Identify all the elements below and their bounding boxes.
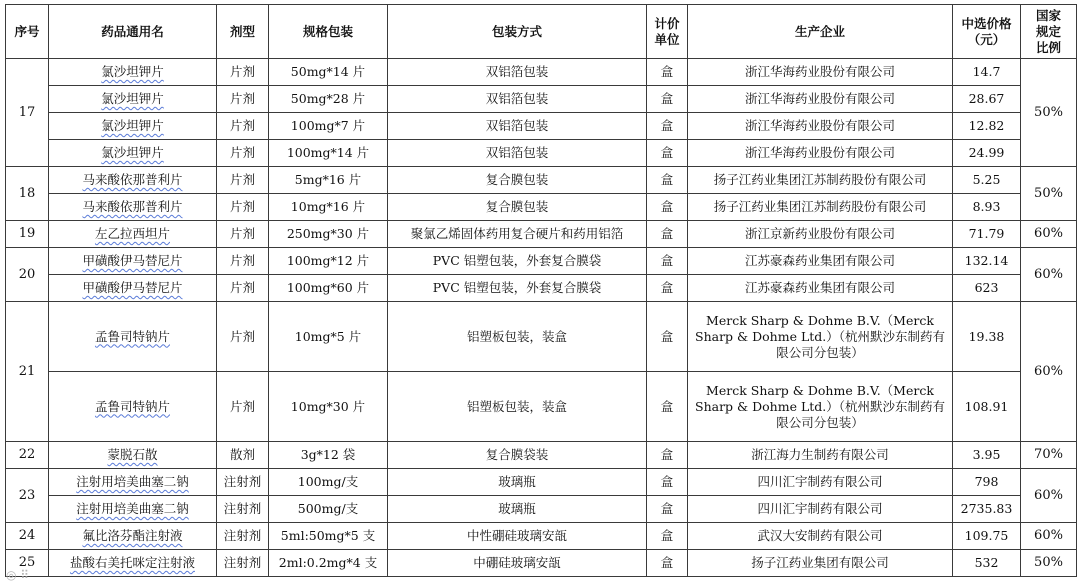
packaging-cell: 复合膜袋装 bbox=[388, 442, 647, 469]
unit-cell: 盒 bbox=[647, 275, 688, 302]
ratio-cell: 60% bbox=[1021, 221, 1077, 248]
spec-cell: 100mg*12 片 bbox=[269, 248, 388, 275]
drug-name-cell: 氯沙坦钾片 bbox=[49, 140, 217, 167]
company-cell: 浙江华海药业股份有限公司 bbox=[688, 59, 953, 86]
spec-cell: 2ml:0.2mg*4 支 bbox=[269, 550, 388, 577]
company-cell: 扬子江药业集团有限公司 bbox=[688, 550, 953, 577]
dosage-form-cell: 片剂 bbox=[217, 194, 269, 221]
unit-cell: 盒 bbox=[647, 550, 688, 577]
spec-cell: 100mg/支 bbox=[269, 469, 388, 496]
ratio-cell: 50% bbox=[1021, 550, 1077, 577]
header-price-line2: （元） bbox=[967, 31, 1006, 47]
packaging-cell: 双铝箔包装 bbox=[388, 59, 647, 86]
table-row bbox=[6, 113, 1077, 140]
packaging-cell: 复合膜包装 bbox=[388, 167, 647, 194]
company-cell: 浙江海力生制药有限公司 bbox=[688, 442, 953, 469]
packaging-cell: 玻璃瓶 bbox=[388, 469, 647, 496]
price-cell: 109.75 bbox=[953, 523, 1021, 550]
seq-cell: 22 bbox=[6, 442, 49, 469]
seq-cell: 25 bbox=[6, 550, 49, 577]
table-row bbox=[6, 372, 1077, 442]
unit-cell: 盒 bbox=[647, 140, 688, 167]
dosage-form-cell: 注射剂 bbox=[217, 523, 269, 550]
dosage-form-cell: 片剂 bbox=[217, 275, 269, 302]
header-packaging: 包装方式 bbox=[388, 5, 647, 59]
packaging-cell: 铝塑板包装，装盒 bbox=[388, 372, 647, 442]
dosage-form-cell: 片剂 bbox=[217, 221, 269, 248]
unit-cell: 盒 bbox=[647, 59, 688, 86]
spec-cell: 10mg*5 片 bbox=[269, 302, 388, 372]
dosage-form-cell: 片剂 bbox=[217, 59, 269, 86]
unit-cell: 盒 bbox=[647, 469, 688, 496]
dosage-form-cell: 片剂 bbox=[217, 86, 269, 113]
header-ratio-line1: 国家 bbox=[1035, 7, 1061, 23]
table-row bbox=[6, 275, 1077, 302]
unit-cell: 盒 bbox=[647, 113, 688, 140]
packaging-cell: 双铝箔包装 bbox=[388, 140, 647, 167]
dosage-form-cell: 片剂 bbox=[217, 248, 269, 275]
packaging-cell: PVC 铝塑包装，外套复合膜袋 bbox=[388, 275, 647, 302]
packaging-cell: 玻璃瓶 bbox=[388, 496, 647, 523]
price-cell: 12.82 bbox=[953, 113, 1021, 140]
spec-cell: 100mg*60 片 bbox=[269, 275, 388, 302]
spec-cell: 100mg*14 片 bbox=[269, 140, 388, 167]
drug-name-cell: 蒙脱石散 bbox=[49, 442, 217, 469]
table-row bbox=[6, 221, 1077, 248]
company-cell: 武汉大安制药有限公司 bbox=[688, 523, 953, 550]
drug-name-cell: 马来酸依那普利片 bbox=[49, 194, 217, 221]
dosage-form-cell: 片剂 bbox=[217, 167, 269, 194]
price-cell: 5.25 bbox=[953, 167, 1021, 194]
drug-name-cell: 氯沙坦钾片 bbox=[49, 86, 217, 113]
ratio-cell: 60% bbox=[1021, 248, 1077, 302]
spec-cell: 250mg*30 片 bbox=[269, 221, 388, 248]
header-unit bbox=[647, 5, 688, 59]
ratio-cell: 60% bbox=[1021, 469, 1077, 523]
table-body bbox=[6, 59, 1077, 577]
unit-cell: 盒 bbox=[647, 86, 688, 113]
unit-cell: 盒 bbox=[647, 221, 688, 248]
drug-name-cell: 注射用培美曲塞二钠 bbox=[49, 496, 217, 523]
packaging-cell: 中性硼硅玻璃安瓿 bbox=[388, 523, 647, 550]
header-unit-line1: 计价 bbox=[654, 15, 680, 31]
spec-cell: 50mg*14 片 bbox=[269, 59, 388, 86]
drug-price-table bbox=[5, 4, 1077, 577]
dosage-form-cell: 散剂 bbox=[217, 442, 269, 469]
price-cell: 8.93 bbox=[953, 194, 1021, 221]
table-row bbox=[6, 140, 1077, 167]
price-cell: 24.99 bbox=[953, 140, 1021, 167]
ratio-cell: 70% bbox=[1021, 442, 1077, 469]
packaging-cell: 双铝箔包装 bbox=[388, 113, 647, 140]
seq-cell: 20 bbox=[6, 248, 49, 302]
seq-cell: 24 bbox=[6, 523, 49, 550]
packaging-cell: PVC 铝塑包装，外套复合膜袋 bbox=[388, 248, 647, 275]
price-cell: 19.38 bbox=[953, 302, 1021, 372]
drug-name-cell: 甲磺酸伊马替尼片 bbox=[49, 275, 217, 302]
header-row bbox=[6, 5, 1077, 59]
price-cell: 28.67 bbox=[953, 86, 1021, 113]
price-cell: 132.14 bbox=[953, 248, 1021, 275]
drug-name-cell: 盐酸右美托咪定注射液 bbox=[49, 550, 217, 577]
table-row bbox=[6, 194, 1077, 221]
header-ratio-line2: 规定 bbox=[1035, 23, 1061, 39]
company-cell: 浙江京新药业股份有限公司 bbox=[688, 221, 953, 248]
unit-cell: 盒 bbox=[647, 496, 688, 523]
company-cell: 浙江华海药业股份有限公司 bbox=[688, 140, 953, 167]
spec-cell: 500mg/支 bbox=[269, 496, 388, 523]
price-cell: 3.95 bbox=[953, 442, 1021, 469]
table-row bbox=[6, 59, 1077, 86]
drug-name-cell: 注射用培美曲塞二钠 bbox=[49, 469, 217, 496]
header-price-line1: 中选价格 bbox=[961, 15, 1012, 31]
drug-name-cell: 氯沙坦钾片 bbox=[49, 113, 217, 140]
company-cell: 江苏豪森药业集团有限公司 bbox=[688, 248, 953, 275]
seq-cell: 17 bbox=[6, 59, 49, 167]
header-unit-line2: 单位 bbox=[654, 31, 680, 47]
company-cell: Merck Sharp & Dohme B.V.（Merck Sharp & Dohme Ltd.）（杭州默沙东制药有限公司分包装） bbox=[688, 302, 953, 372]
price-cell: 623 bbox=[953, 275, 1021, 302]
unit-cell: 盒 bbox=[647, 248, 688, 275]
price-cell: 2735.83 bbox=[953, 496, 1021, 523]
company-cell: 四川汇宇制药有限公司 bbox=[688, 496, 953, 523]
header-drug-name: 药品通用名 bbox=[49, 5, 217, 59]
drug-name-cell: 马来酸依那普利片 bbox=[49, 167, 217, 194]
packaging-cell: 复合膜包装 bbox=[388, 194, 647, 221]
table-row bbox=[6, 469, 1077, 496]
ratio-cell: 50% bbox=[1021, 167, 1077, 221]
dosage-form-cell: 片剂 bbox=[217, 302, 269, 372]
ratio-cell: 60% bbox=[1021, 302, 1077, 442]
company-cell: 扬子江药业集团江苏制药股份有限公司 bbox=[688, 167, 953, 194]
dosage-form-cell: 片剂 bbox=[217, 372, 269, 442]
spec-cell: 100mg*7 片 bbox=[269, 113, 388, 140]
table-row bbox=[6, 248, 1077, 275]
header-company: 生产企业 bbox=[688, 5, 953, 59]
header-ratio bbox=[1021, 5, 1077, 59]
unit-cell: 盒 bbox=[647, 372, 688, 442]
seq-cell: 23 bbox=[6, 469, 49, 523]
drug-name-cell: 氟比洛芬酯注射液 bbox=[49, 523, 217, 550]
company-cell: 江苏豪森药业集团有限公司 bbox=[688, 275, 953, 302]
packaging-cell: 中硼硅玻璃安瓿 bbox=[388, 550, 647, 577]
spec-cell: 10mg*30 片 bbox=[269, 372, 388, 442]
header-spec: 规格包装 bbox=[269, 5, 388, 59]
packaging-cell: 铝塑板包装，装盒 bbox=[388, 302, 647, 372]
company-cell: 扬子江药业集团江苏制药股份有限公司 bbox=[688, 194, 953, 221]
drug-name-cell: 孟鲁司特钠片 bbox=[49, 302, 217, 372]
drug-name-cell: 甲磺酸伊马替尼片 bbox=[49, 248, 217, 275]
spec-cell: 50mg*28 片 bbox=[269, 86, 388, 113]
table-row bbox=[6, 523, 1077, 550]
drug-name-cell: 孟鲁司特钠片 bbox=[49, 372, 217, 442]
dosage-form-cell: 片剂 bbox=[217, 113, 269, 140]
dosage-form-cell: 注射剂 bbox=[217, 469, 269, 496]
header-price bbox=[953, 5, 1021, 59]
ratio-cell: 50% bbox=[1021, 59, 1077, 167]
packaging-cell: 双铝箔包装 bbox=[388, 86, 647, 113]
table-row bbox=[6, 302, 1077, 372]
company-cell: 浙江华海药业股份有限公司 bbox=[688, 86, 953, 113]
dosage-form-cell: 注射剂 bbox=[217, 550, 269, 577]
unit-cell: 盒 bbox=[647, 167, 688, 194]
drug-name-cell: 左乙拉西坦片 bbox=[49, 221, 217, 248]
spec-cell: 5mg*16 片 bbox=[269, 167, 388, 194]
unit-cell: 盒 bbox=[647, 523, 688, 550]
packaging-cell: 聚氯乙烯固体药用复合硬片和药用铝箔 bbox=[388, 221, 647, 248]
table-row bbox=[6, 496, 1077, 523]
company-cell: 浙江华海药业股份有限公司 bbox=[688, 113, 953, 140]
dosage-form-cell: 片剂 bbox=[217, 140, 269, 167]
drug-name-cell: 氯沙坦钾片 bbox=[49, 59, 217, 86]
dosage-form-cell: 注射剂 bbox=[217, 496, 269, 523]
unit-cell: 盒 bbox=[647, 194, 688, 221]
price-cell: 71.79 bbox=[953, 221, 1021, 248]
spec-cell: 3g*12 袋 bbox=[269, 442, 388, 469]
company-cell: Merck Sharp & Dohme B.V.（Merck Sharp & Dohme Ltd.）（杭州默沙东制药有限公司分包装） bbox=[688, 372, 953, 442]
seq-cell: 18 bbox=[6, 167, 49, 221]
seq-cell: 19 bbox=[6, 221, 49, 248]
spec-cell: 10mg*16 片 bbox=[269, 194, 388, 221]
price-cell: 532 bbox=[953, 550, 1021, 577]
table-row bbox=[6, 86, 1077, 113]
seq-cell: 21 bbox=[6, 302, 49, 442]
watermark-logo: ◎ ⠿ bbox=[6, 568, 30, 582]
price-cell: 14.7 bbox=[953, 59, 1021, 86]
header-seq: 序号 bbox=[6, 5, 49, 59]
price-cell: 798 bbox=[953, 469, 1021, 496]
header-dosage-form: 剂型 bbox=[217, 5, 269, 59]
table-row bbox=[6, 550, 1077, 577]
unit-cell: 盒 bbox=[647, 442, 688, 469]
unit-cell: 盒 bbox=[647, 302, 688, 372]
table-row bbox=[6, 167, 1077, 194]
header-ratio-line3: 比例 bbox=[1035, 39, 1061, 55]
price-cell: 108.91 bbox=[953, 372, 1021, 442]
company-cell: 四川汇宇制药有限公司 bbox=[688, 469, 953, 496]
ratio-cell: 60% bbox=[1021, 523, 1077, 550]
table-row bbox=[6, 442, 1077, 469]
spec-cell: 5ml:50mg*5 支 bbox=[269, 523, 388, 550]
